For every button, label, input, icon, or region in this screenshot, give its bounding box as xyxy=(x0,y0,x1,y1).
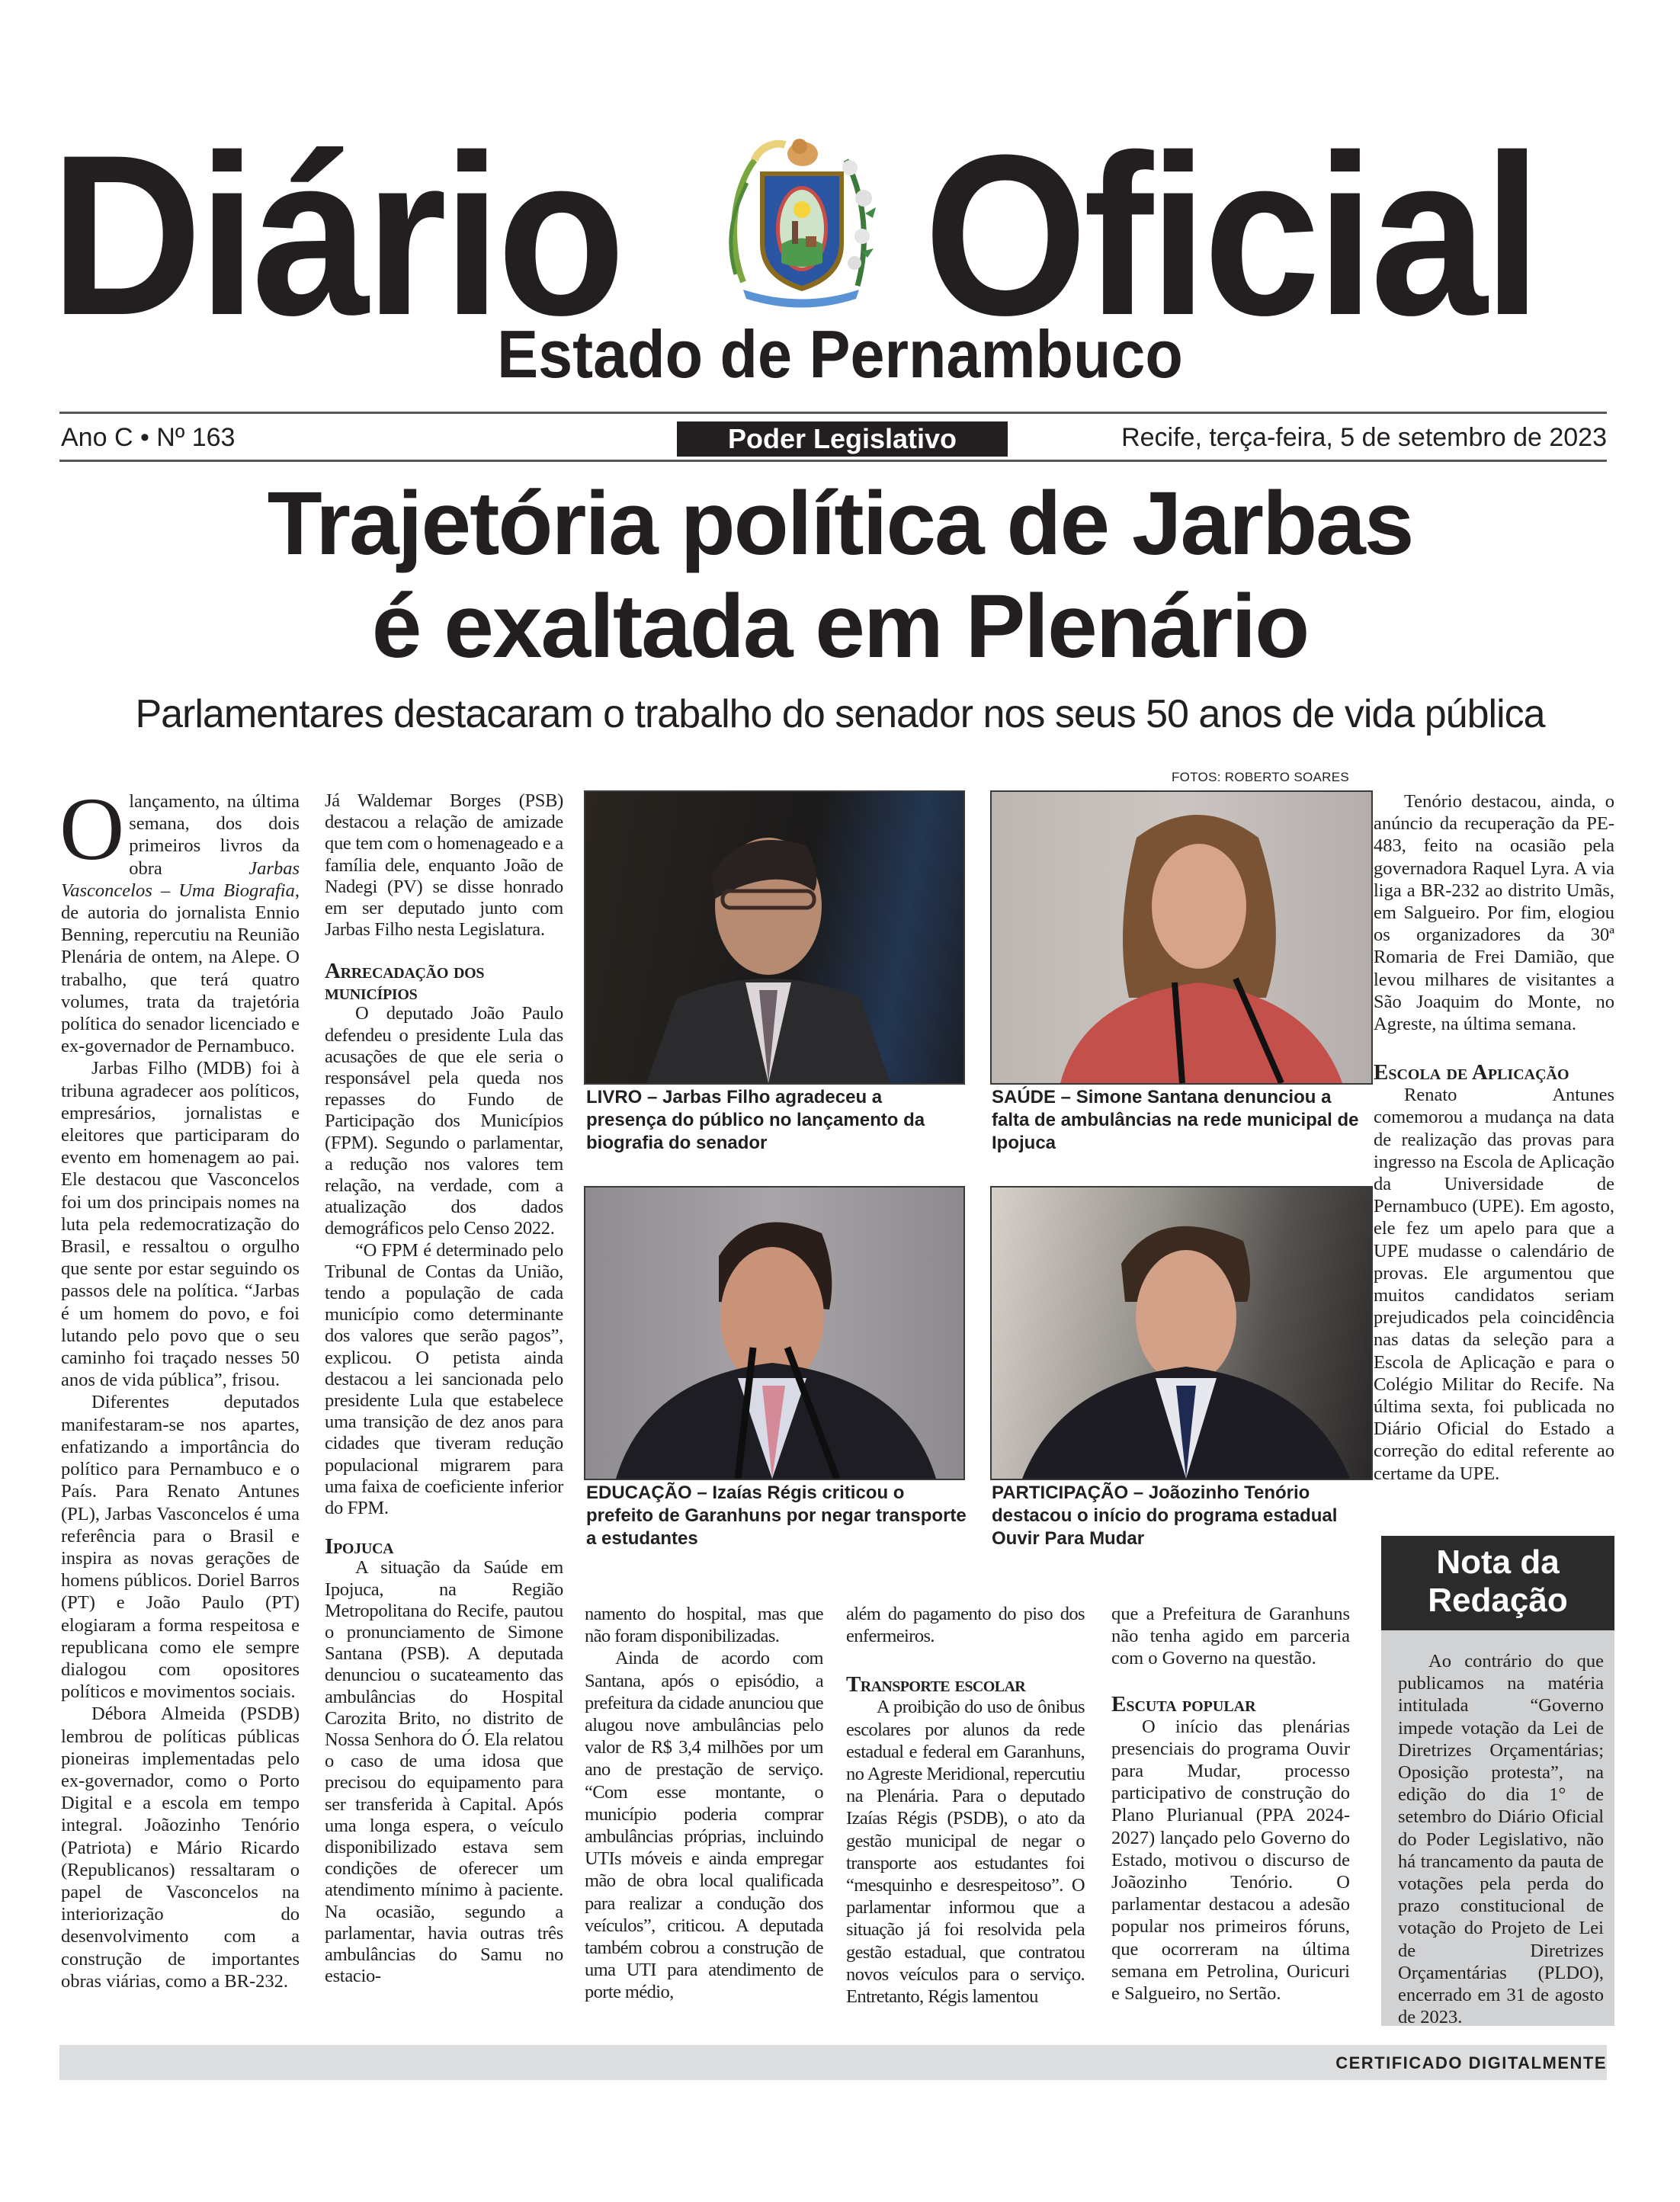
editor-note-paragraph: Ao contrário do que publicamos na matéria intitulada “Governo impede votação da Lei de Diretrizes Orçamentárias; Oposição protesta”, na edição do dia 1° de setembro do Diário Oficial do Poder Legislativo, não há trancamento da pauta de votações pela perda do prazo constitucional de votação do Projeto de Lei de Diretrizes Orçamentárias (PLDO), encerrado em 31 de agosto de 2023. xyxy=(1398,1651,1604,2028)
masthead-title-right: Oficial xyxy=(924,107,1537,363)
article-paragraph: Já Waldemar Borges (PSB) destacou a relação de amizade que tem com o homenageado e a família dele, enquanto João de Nadegi (PV) se disse honrado em ser deputado junto com Jarbas Filho nesta Legislatura. xyxy=(325,790,563,941)
article-paragraph: Diferentes deputados manifestaram-se nos apartes, enfatizando a importância do político para Pernambuco e o País. Para Renato Antunes (PL), Jarbas Vasconcelos é uma referência para o Brasil e inspira as novas gerações de homens públicos. Doriel Barros (PT) e João Paulo (PT) elogiaram a forma respeitosa e republicana como ele sempre dialogou com opositores políticos e movimentos sociais. xyxy=(61,1392,300,1703)
photo-jarbas-filho xyxy=(584,790,965,1085)
drop-cap: O xyxy=(59,779,125,879)
section-heading: Arrecadação dos municípios xyxy=(325,959,485,1005)
section-heading: Transporte escolar xyxy=(846,1672,1026,1697)
section-heading: Escola de Aplicação xyxy=(1374,1060,1569,1085)
article-column-4 xyxy=(846,1603,1085,2008)
editor-note-title-line-2: Redação xyxy=(1428,1582,1568,1619)
digital-certification-label: CERTIFICADO DIGITALMENTE xyxy=(1335,2053,1607,2072)
book-title: Jarbas Vasconcelos – Uma Biografia xyxy=(61,857,300,901)
person-silhouette-icon xyxy=(585,792,963,1083)
editor-note-title-line-1: Nota da xyxy=(1436,1543,1560,1581)
person-silhouette-icon xyxy=(585,1188,963,1479)
photo-simone-santana xyxy=(990,790,1373,1085)
article-paragraph: O início das plenárias presenciais do programa Ouvir para Mudar, processo participativo de construção do Plano Plurianual (PPA 2024-2027) lançado pelo Governo do Estado, motivou o discurso de Joãozinho Tenório. O parlamentar destacou a adesão popular nos primeiros fóruns, que ocorreram na última semana em Petrolina, Ouricuri e Salgueiro, no Sertão. xyxy=(1111,1716,1350,2005)
photo-credit: FOTOS: ROBERTO SOARES xyxy=(1171,770,1349,784)
photo-joaozinho-tenorio xyxy=(990,1186,1373,1480)
photo-caption: LIVRO – Jarbas Filho agradeceu a presença do público no lançamento da biografia do senador xyxy=(586,1087,925,1153)
article-paragraph: Débora Almeida (PSDB) lembrou de políticas públicas pioneiras implementadas pelo ex-governador, como o Porto Digital e a escola em tempo integral. Joãozinho Tenório (Patriota) e Mário Ricardo (Republicanos) ressaltaram o papel de Vasconcelos na interiorização do desenvolvimento com a construção de importantes obras viárias, como a BR-232. xyxy=(61,1704,300,1992)
article-paragraph: namento do hospital, mas que não foram disponibilizadas. xyxy=(585,1604,823,1647)
editor-note-title xyxy=(1381,1536,1614,1630)
section-heading: Ipojuca xyxy=(325,1534,394,1559)
article-paragraph: O deputado João Paulo defendeu o presidente Lula das acusações de que ele seria o responsável pela queda nos repasses do Fundo de Participação dos Municípios (FPM). Segundo o parlamentar, a redução nos valores tem relação, na verdade, com a atualização dos dados demográficos pelo Censo 2022. xyxy=(325,1003,563,1239)
article-paragraph: Tenório destacou, ainda, o anúncio da recuperação da PE-483, feito na ocasião pela governadora Raquel Lyra. A via liga a BR-232 ao distrito Umãs, em Salgueiro. Por fim, elogiou os organizadores da 30ª Romaria de Frei Damião, que levou milhares de visitantes a São Joaquim do Monte, no Agreste, na última semana. xyxy=(1374,791,1614,1035)
article-column-5 xyxy=(1111,1603,1350,2005)
section-badge: Poder Legislativo xyxy=(677,421,1008,457)
text-run: , de autoria do jornalista Ennio Benning, repercutiu na Reunião Plenária de ontem, na Alepe. O trabalho, que terá quatro volumes, trata da trajetória política do senador licenciado e ex-governador de Pernambuco. xyxy=(61,880,300,1057)
coat-of-arms-icon xyxy=(713,130,888,309)
masthead-title-left: Diário xyxy=(50,107,622,363)
edition-number: Ano C • Nº 163 xyxy=(61,423,236,452)
article-paragraph: A proibição do uso de ônibus escolares por alunos da rede estadual e federal em Garanhuns, no Agreste Meridional, repercutiu na Plenária. Para o deputado Izaías Régis (PSDB), o ato da gestão municipal de negar o transporte aos estudantes foi “mesquinho e desrespeitoso”. O parlamentar informou que a situação já foi resolvida pela gestão estadual, que contratou novos veículos para o serviço. Entretanto, Régis lamentou xyxy=(846,1697,1085,2008)
text-run: lançamento, na última semana, dos dois primeiros livros da obra xyxy=(129,791,300,879)
person-silhouette-icon xyxy=(992,792,1371,1083)
editor-note-text xyxy=(1398,1650,1604,2028)
article-column-2 xyxy=(325,790,563,1987)
article-column-6 xyxy=(1374,790,1614,1485)
headline-line-2: é exaltada em Plenário xyxy=(371,576,1309,677)
person-silhouette-icon xyxy=(992,1188,1371,1479)
article-paragraph: Ainda de acordo com Santana, após o episódio, a prefeitura da cidade anunciou que alugou nove ambulâncias pelo valor de R$ 3,4 milhões por um ano de prestação de serviço. “Com esse montante, o município poderia comprar ambulâncias próprias, incluindo UTIs móveis e ainda empregar mão de obra local qualificada para realizar a condução dos veículos”, criticou. A deputada também cobrou a construção de uma UTI para atendimento de porte médio, xyxy=(585,1648,823,2003)
article-column-1 xyxy=(59,779,300,1992)
section-heading: Escuta popular xyxy=(1111,1691,1256,1716)
article-column-3 xyxy=(585,1603,823,2004)
article-paragraph: que a Prefeitura de Garanhuns não tenha agido em parceria com o Governo na questão. xyxy=(1111,1604,1350,1669)
dateline: Recife, terça-feira, 5 de setembro de 2023 xyxy=(1121,423,1607,452)
headline xyxy=(0,473,1680,678)
photo-caption: EDUCAÇÃO – Izaías Régis criticou o prefeito de Garanhuns por negar transporte a estudantes xyxy=(586,1482,967,1549)
article-paragraph: A situação da Saúde em Ipojuca, na Região Metropolitana do Recife, pautou o pronunciamento de Simone Santana (PSB). A deputada denunciou o sucateamento das ambulâncias do Hospital Carozita Brito, no distrito de Nossa Senhora do Ó. Ela relatou o caso de uma idosa que precisou do equipamento para ser transferida à Capital. Após uma longa espera, o veículo disponibilizado estava sem condições de oferecer um atendimento mínimo à paciente. Na ocasião, segundo a parlamentar, havia outras três ambulâncias do Samu no estacio- xyxy=(325,1557,563,1987)
photo-caption: PARTICIPAÇÃO – Joãozinho Tenório destacou o início do programa estadual Ouvir Para Mudar xyxy=(992,1482,1338,1549)
photo-caption: SAÚDE – Simone Santana denunciou a falta de ambulâncias na rede municipal de Ipojuca xyxy=(992,1087,1359,1153)
article-paragraph: “O FPM é determinado pelo Tribunal de Contas da União, tendo a população de cada município como determinante dos valores que serão pagos”, explicou. O petista ainda destacou a lei sancionada pelo presidente Lula que estabelece uma transição de dez anos para cidades que tiveram redução populacional migrarem para uma faixa de coeficiente inferior do FPM. xyxy=(325,1239,563,1519)
article-paragraph: Jarbas Filho (MDB) foi à tribuna agradecer aos políticos, empresários, jornalistas e eleitores que participaram do evento em homenagem ao pai. Ele destacou que Vasconcelos foi um dos principais nomes na luta pela redemocratização do Brasil, e ressaltou o orgulho que sente por estar seguindo os passos dele na política. “Jarbas é um homem do povo, e foi lutando pelo povo que o seu caminho foi traçado nesses 50 anos de vida pública”, frisou. xyxy=(61,1058,300,1391)
article-paragraph: além do pagamento do piso dos enfermeiros. xyxy=(846,1604,1085,1647)
article-paragraph xyxy=(59,779,300,1057)
headline-line-1: Trajetória política de Jarbas xyxy=(267,473,1413,574)
photo-izaias-regis xyxy=(584,1186,965,1480)
rule-divider xyxy=(59,412,1607,414)
deck-subheadline: Parlamentares destacaram o trabalho do senador nos seus 50 anos de vida pública xyxy=(135,692,1545,736)
masthead-subtitle: Estado de Pernambuco xyxy=(497,316,1183,392)
rule-divider xyxy=(59,460,1607,462)
article-paragraph: Renato Antunes comemorou a mudança na data de realização das provas para ingresso na Escola de Aplicação da Universidade de Pernambuco (UPE). Em agosto, ele fez um apelo para que a UPE mudasse o calendário de provas. Ele argumentou que muitos candidatos seriam prejudicados pela coincidência nas datas da seleção para a Escola de Aplicação e para o Colégio Militar do Recife. Na última sexta, foi publicada no Diário Oficial do Estado a correção do edital referente ao certame da UPE. xyxy=(1374,1085,1614,1484)
